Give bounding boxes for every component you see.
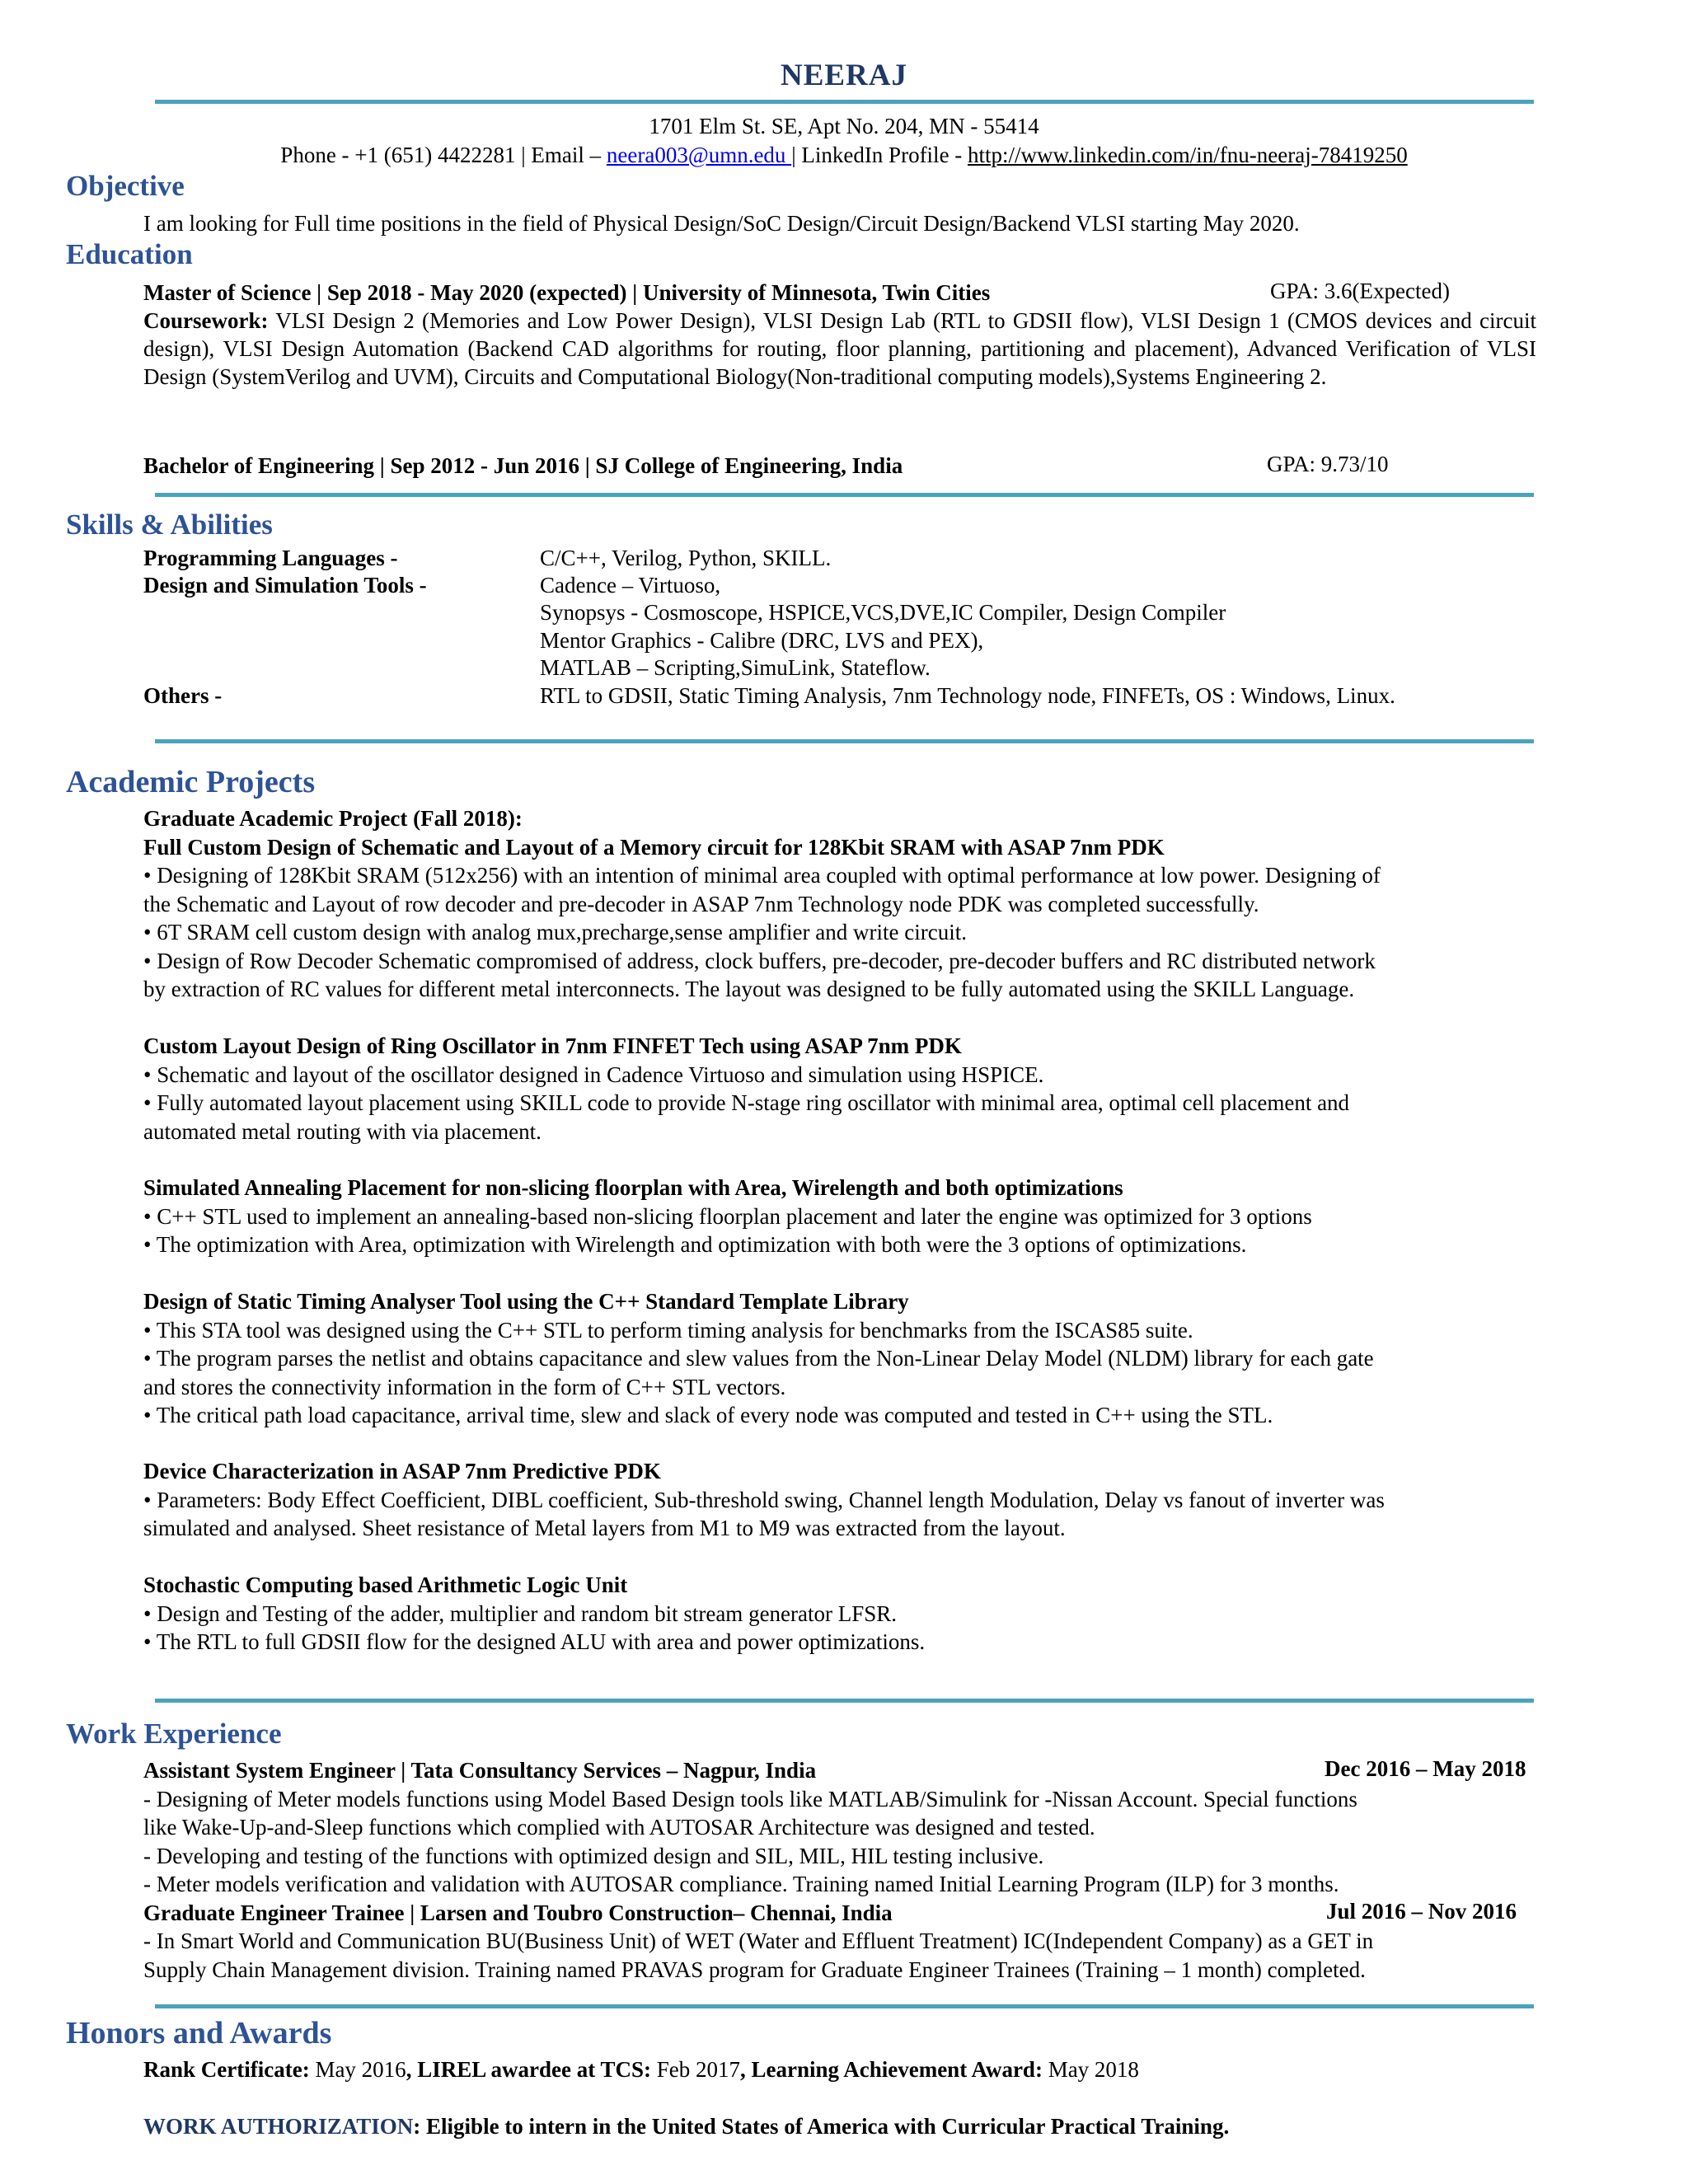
project-1-heading-2: Full Custom Design of Schematic and Layout of a Memory circuit for 128Kbit SRAM with ASAP 7nm PDK <box>143 834 1165 860</box>
job-1-heading: Assistant System Engineer | Tata Consultancy Services – Nagpur, India <box>143 1758 817 1783</box>
coursework-text: VLSI Design 2 (Memories and Low Power Design), VLSI Design Lab (RTL to GDSII flow), VLSI Design 1 (CMOS devices and circuit design), VLSI Design Automation (Backend CAD algorithms for routing, floor planning, partitioning and placement), Advanced Verification of VLSI Design (SystemVerilog and UVM), Circuits and Computational Biology(Non-traditional computing models),Systems Engineering 2. <box>143 308 1536 389</box>
coursework <box>143 307 1536 391</box>
section-title-education: Education <box>66 238 193 270</box>
project-2 <box>143 1032 1545 1146</box>
skill-value-programming: C/C++, Verilog, Python, SKILL. <box>540 546 832 570</box>
project-5-heading: Device Characterization in ASAP 7nm Predictive PDK <box>143 1459 661 1483</box>
skill-label-others: Others - <box>143 683 223 708</box>
address: 1701 Elm St. SE, Apt No. 204, MN - 55414 <box>649 114 1039 138</box>
job-1 <box>143 1756 1545 1984</box>
skills-rule <box>155 739 1534 743</box>
job-1-dates: Dec 2016 – May 2018 <box>1325 1756 1526 1781</box>
project-3-line: • The optimization with Area, optimization with Wirelength and optimization with both were the 3 options of optimizations. <box>143 1232 1247 1257</box>
project-5-line: • Parameters: Body Effect Coefficient, DIBL coefficient, Sub-threshold swing, Channel length Modulation, Delay vs fanout of inverter was <box>143 1487 1385 1512</box>
section-title-honors: Honors and Awards <box>66 2016 332 2050</box>
project-4-line: • The program parses the netlist and obtains capacitance and slew values from the Non-Linear Delay Model (NLDM) library for each gate <box>143 1346 1374 1371</box>
rank-label: Rank Certificate: <box>143 2057 310 2082</box>
project-4 <box>143 1287 1545 1430</box>
project-4-heading: Design of Static Timing Analyser Tool using the C++ Standard Template Library <box>143 1289 909 1314</box>
project-1-line: by extraction of RC values for different metal interconnects. The layout was designed to be fully automated using the SKILL Language. <box>143 977 1355 1001</box>
lae-value: May 2018 <box>1042 2057 1139 2082</box>
rank-value: May 2016 <box>309 2057 406 2082</box>
project-1-line: • Design of Row Decoder Schematic compromised of address, clock buffers, pre-decoder, pre-decoder buffers and RC distributed network <box>143 948 1376 973</box>
project-1-heading-1: Graduate Academic Project (Fall 2018): <box>143 806 523 831</box>
project-1-line: • 6T SRAM cell custom design with analog mux,precharge,sense amplifier and write circuit. <box>143 920 967 944</box>
work-rule <box>155 2004 1534 2008</box>
linkedin-label: | LinkedIn Profile - <box>791 143 968 167</box>
section-title-projects: Academic Projects <box>66 765 316 799</box>
email-link[interactable]: neera003@umn.edu <box>606 143 792 167</box>
phone-text: Phone - +1 (651) 4422281 | Email – <box>280 143 607 167</box>
coursework-label: Coursework: <box>143 308 269 333</box>
project-6-heading: Stochastic Computing based Arithmetic Logic Unit <box>143 1572 628 1597</box>
job-2-line: Supply Chain Management division. Training named PRAVAS program for Graduate Engineer Trainees (Training – 1 month) completed. <box>143 1957 1366 1982</box>
project-5 <box>143 1457 1545 1543</box>
job-2-line: - In Smart World and Communication BU(Business Unit) of WET (Water and Effluent Treatment) IC(Independent Company) as a GET in <box>143 1929 1374 1953</box>
contact-line <box>0 143 1688 168</box>
project-2-line: automated metal routing with via placement. <box>143 1118 542 1144</box>
skill-value-tools-1: Cadence – Virtuoso, <box>540 573 721 598</box>
honors-line <box>143 2055 1139 2083</box>
header-rule <box>155 100 1534 104</box>
skill-value-tools-4: MATLAB – Scripting,SimuLink, Stateflow. <box>540 655 931 680</box>
objective-text: I am looking for Full time positions in the field of Physical Design/SoC Design/Circuit Design/Backend VLSI starting May 2020. <box>143 211 1300 236</box>
project-5-line: simulated and analysed. Sheet resistance of Metal layers from M1 to M9 was extracted from the layout. <box>143 1516 1066 1540</box>
projects-rule <box>155 1699 1534 1703</box>
work-authorization-label: WORK AUTHORIZATION <box>143 2114 414 2139</box>
project-2-line: • Schematic and layout of the oscillator designed in Cadence Virtuoso and simulation using HSPICE. <box>143 1062 1044 1087</box>
be-degree-line: Bachelor of Engineering | Sep 2012 - Jun 2016 | SJ College of Engineering, India <box>143 453 903 478</box>
project-1-line: the Schematic and Layout of row decoder and pre-decoder in ASAP 7nm Technology node PDK was completed successfully. <box>143 891 1259 916</box>
ms-gpa: GPA: 3.6(Expected) <box>1270 279 1450 303</box>
project-3-heading: Simulated Annealing Placement for non-slicing floorplan with Area, Wirelength and both optimizations <box>143 1175 1123 1200</box>
skill-value-tools-3: Mentor Graphics - Calibre (DRC, LVS and PEX), <box>540 628 984 653</box>
job-2-dates: Jul 2016 – Nov 2016 <box>1326 1899 1517 1924</box>
skill-label-tools: Design and Simulation Tools - <box>143 573 427 598</box>
skill-value-tools-2: Synopsys - Cosmoscope, HSPICE,VCS,DVE,IC Compiler, Design Compiler <box>540 600 1226 625</box>
education-rule <box>155 493 1534 497</box>
job-1-line: like Wake-Up-and-Sleep functions which complied with AUTOSAR Architecture was designed and tested. <box>143 1815 1095 1840</box>
project-6-line: • The RTL to full GDSII flow for the designed ALU with area and power optimizations. <box>143 1629 926 1654</box>
project-6-line: • Design and Testing of the adder, multiplier and random bit stream generator LFSR. <box>143 1601 898 1626</box>
project-1-line: • Designing of 128Kbit SRAM (512x256) with an intention of minimal area coupled with optimal performance at low power. Designing of <box>143 863 1381 888</box>
job-2-heading: Graduate Engineer Trainee | Larsen and Toubro Construction– Chennai, India <box>143 1900 893 1925</box>
project-4-line: • The critical path load capacitance, arrival time, slew and slack of every node was computed and tested in C++ using the STL. <box>143 1403 1273 1427</box>
skill-label-programming: Programming Languages - <box>143 546 398 570</box>
skill-value-others: RTL to GDSII, Static Timing Analysis, 7nm Technology node, FINFETs, OS : Windows, Linux. <box>540 683 1395 708</box>
project-3-line: • C++ STL used to implement an annealing-based non-slicing floorplan placement and later the engine was optimized for 3 options <box>143 1203 1312 1229</box>
project-2-heading: Custom Layout Design of Ring Oscillator in 7nm FINFET Tech using ASAP 7nm PDK <box>143 1033 962 1058</box>
candidate-name: NEERAJ <box>780 59 908 92</box>
project-2-line: • Fully automated layout placement using SKILL code to provide N-stage ring oscillator with minimal area, optimal cell placement and <box>143 1090 1350 1115</box>
be-gpa: GPA: 9.73/10 <box>1267 452 1389 476</box>
lirel-value: Feb 2017 <box>650 2057 740 2082</box>
linkedin-link[interactable]: http://www.linkedin.com/in/fnu-neeraj-78419250 <box>968 143 1408 167</box>
project-6 <box>143 1571 1545 1657</box>
job-1-line: - Meter models verification and validation with AUTOSAR compliance. Training named Initial Learning Program (ILP) for 3 months. <box>143 1872 1339 1896</box>
lirel-label: , LIREL awardee at TCS: <box>406 2057 651 2082</box>
project-1 <box>143 804 1545 1004</box>
ms-degree-line: Master of Science | Sep 2018 - May 2020 (expected) | University of Minnesota, Twin Cities <box>143 280 991 305</box>
work-authorization-text: : Eligible to intern in the United States of America with Curricular Practical Training. <box>413 2114 1230 2139</box>
section-title-work: Work Experience <box>66 1718 282 1750</box>
project-3 <box>143 1174 1545 1259</box>
section-title-objective: Objective <box>66 170 185 202</box>
job-1-line: - Designing of Meter models functions using Model Based Design tools like MATLAB/Simulink for -Nissan Account. Special functions <box>143 1786 1357 1811</box>
section-title-skills: Skills & Abilities <box>66 509 273 541</box>
project-4-line: • This STA tool was designed using the C++ STL to perform timing analysis for benchmarks from the ISCAS85 suite. <box>143 1317 1193 1343</box>
project-4-line: and stores the connectivity information in the form of C++ STL vectors. <box>143 1374 786 1399</box>
lae-label: , Learning Achievement Award: <box>739 2057 1043 2082</box>
job-1-line: - Developing and testing of the functions with optimized design and SIL, MIL, HIL testing inclusive. <box>143 1843 1044 1868</box>
work-authorization <box>143 2112 1229 2140</box>
